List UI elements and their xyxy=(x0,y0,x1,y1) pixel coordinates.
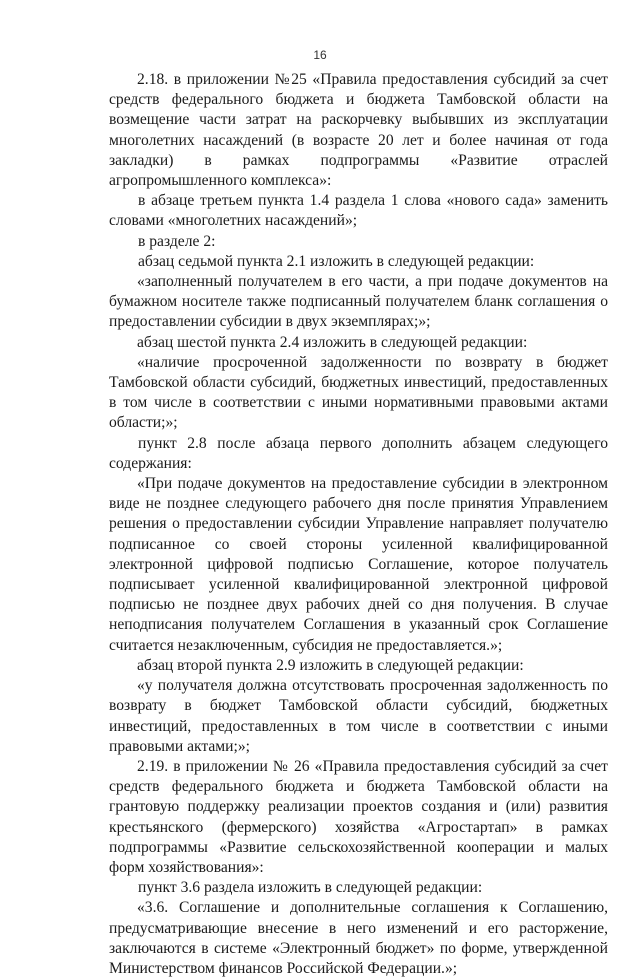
paragraph-quote-2-9: «у получателя должна отсутствовать просроченная задолженность по возврату в бюджет Тамбовской области субсидий, бюджетных инвестиций, предоставленных в том числе в соответствии с иными правовыми актами;»; xyxy=(109,677,608,755)
paragraph-amend-1-4: в абзаце третьем пункта 1.4 раздела 1 слова «нового сада» заменить словами «многолетних насаждений»; xyxy=(109,192,608,230)
paragraph-amend-2-4: абзац шестой пункта 2.4 изложить в следующей редакции: xyxy=(137,333,528,351)
paragraph-amend-2-1: абзац седьмой пункта 2.1 изложить в следующей редакции: xyxy=(138,252,535,270)
paragraph-2-18-intro: 2.18. в приложении №25 «Правила предоставления субсидий за счет средств федерального бюджета и бюджета Тамбовской области на возмещение части затрат на раскорчевку выбывших из эксплуатации многолетних насаждений (в возрасте 20 лет и более начиная от года закладки) в рамках подпрограммы «Развитие отраслей агропромышленного комплекса»: xyxy=(109,71,608,190)
paragraph-2-19-intro: 2.19. в приложении № 26 «Правила предоставления субсидий за счет средств федерального бюджета и бюджета Тамбовской области на грантовую поддержку реализации проектов создания и (или) развития крестьянского (фермерского) хозяйства «Агростартап» в рамках подпрограммы «Развитие сельскохозяйственной кооперации и малых форм хозяйствования»: xyxy=(109,757,608,876)
paragraph-quote-2-8: «При подаче документов на предоставление субсидии в электронном виде не позднее следующего рабочего дня после принятия Управлением решения о предоставлении субсидии Управление направляет получателю подписанное со своей стороны усиленной квалифицированной электронной цифровой подписью Соглашение, которое получатель подписывает усиленной квалифицированной электронной цифровой подписью не позднее двух рабочих дней со дня получения. В случае неподписания получателем Соглашения в указанный срок Соглашение считается незаключенным, субсидия не предоставляется.»; xyxy=(109,475,608,654)
paragraph-amend-2-9: абзац второй пункта 2.9 изложить в следующей редакции: xyxy=(137,656,524,674)
page-number: 16 xyxy=(313,48,327,62)
document-body xyxy=(109,70,608,979)
paragraph-section-2: в разделе 2: xyxy=(138,232,216,250)
paragraph-quote-2-4: «наличие просроченной задолженности по возврату в бюджет Тамбовской области субсидий, бюджетных инвестиций, предоставленных в том числе в соответствии с иными нормативными правовыми актами области;»; xyxy=(109,353,608,432)
paragraph-quote-3-6: «3.6. Соглашение и дополнительные соглашения к Соглашению, предусматривающие внесение в него изменений и его расторжение, заключаются в системе «Электронный бюджет» по форме, утвержденной Министерством финансов Российской Федерации.»; xyxy=(109,899,608,977)
paragraph-amend-3-6: пункт 3.6 раздела изложить в следующей редакции: xyxy=(138,879,483,897)
paragraph-amend-2-8: пункт 2.8 после абзаца первого дополнить абзацем следующего содержания: xyxy=(109,434,608,472)
paragraph-quote-2-1: «заполненный получателем в его части, а при подаче документов на бумажном носителе также подписанный получателем бланк соглашения о предоставлении субсидии в двух экземплярах;»; xyxy=(109,273,608,331)
